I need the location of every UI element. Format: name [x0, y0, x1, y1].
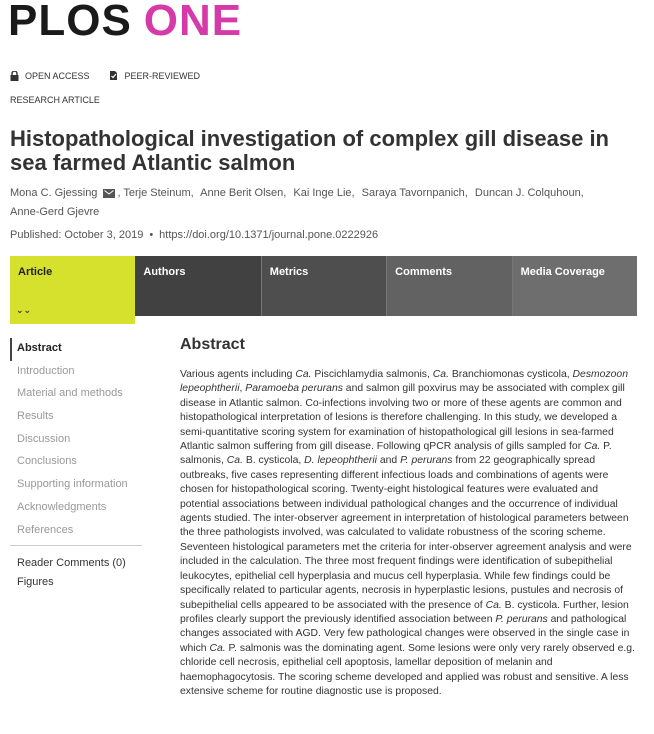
peer-reviewed-badge[interactable]	[108, 70, 201, 81]
tab-metrics[interactable]	[261, 256, 386, 316]
abstract-text-run: B. cysticola. Further, lesion profiles clearly support the previously identified association between	[180, 599, 629, 625]
separator-dot: •	[149, 229, 154, 241]
abstract-text-run: Branchiomonas cysticola,	[448, 369, 573, 380]
abstract-text-run: Various agents including	[180, 369, 296, 380]
tab-authors-label: Authors	[143, 266, 186, 278]
author-link[interactable]: Kai Inge Lie,	[293, 187, 355, 199]
author-link[interactable]: Anne-Gerd Gjevre	[10, 206, 100, 218]
peer-reviewed-label: PEER-REVIEWED	[124, 70, 201, 81]
logo-plos: PLOS	[8, 0, 132, 45]
abstract-italic-term: Ca.	[226, 455, 243, 467]
reader-comments-link[interactable]: Reader Comments (0)	[17, 557, 126, 570]
abstract-text-run: and salmon gill poxvirus may be associated with complex gill disease in Atlantic salmon. Co-infections involving two or more of these agents are common and histopathological interpretation of lesions is therefore challenging. In this study, we developed a semi-quantitative scoring system for examination of histopathological gill lesions in sea-farmed Atlantic salmon suffering from gill disease. Following qPCR analysis of gills sampled for	[180, 383, 625, 453]
sidebar-item-discussion[interactable]: Discussion	[17, 432, 71, 445]
abstract-italic-term: Ca.	[432, 369, 449, 380]
abstract-text-run: and pathological changes associated with AGD. Very few pathological changes were observed in the single case in which	[180, 613, 630, 654]
abstract-text-run: and	[376, 455, 401, 467]
plos-one-logo[interactable]	[8, 0, 242, 46]
tab-authors[interactable]	[135, 256, 260, 316]
logo-one: ONE	[143, 0, 243, 45]
author-link[interactable]: Mona C. Gjessing	[10, 187, 98, 199]
tab-comments[interactable]	[386, 256, 511, 316]
chevron-down-icon: ⌄⌄	[16, 305, 32, 315]
access-badges	[10, 70, 218, 81]
author-list: Mona C. Gjessing , Terje Steinum, Anne Berit Olsen, Kai Inge Lie, Saraya Tavornpanich, Duncan J. Colquhoun, Anne-Gerd Gjevre	[10, 187, 584, 218]
abstract-italic-term: Ca.	[584, 441, 601, 453]
abstract-text-run: Piscichlamydia salmonis,	[311, 369, 433, 380]
article-title: Histopathological investigation of complex gill disease in sea farmed Atlantic salmon	[10, 126, 609, 175]
open-access-label: OPEN ACCESS	[25, 70, 90, 81]
author-link[interactable]: Saraya Tavornpanich,	[361, 187, 468, 199]
published-date: Published: October 3, 2019	[10, 229, 144, 241]
abstract-italic-term: Ca.	[209, 642, 226, 654]
sidebar-item-references[interactable]: References	[17, 523, 74, 536]
peer-reviewed-icon	[108, 70, 119, 81]
article-type: RESEARCH ARTICLE	[10, 95, 100, 105]
sidebar-item-acknowledgments[interactable]: Acknowledgments	[17, 500, 107, 513]
doi-link[interactable]: https://doi.org/10.1371/journal.pone.0222926	[159, 229, 379, 241]
abstract-text-run: B. cysticola,	[242, 455, 305, 467]
lock-icon	[10, 71, 19, 81]
tab-metrics-label: Metrics	[269, 266, 309, 278]
tab-article[interactable]	[10, 256, 135, 324]
sidebar-item-introduction[interactable]: Introduction	[17, 364, 75, 377]
abstract-text-run: from 22 geographically spread outbreaks, five cases representing different infectious loads and combinations of agents were chosen for histopathological scoring. Twenty-eight histological features were evaluated and potential associations between individual pathological changes and the occurrence of individual agents studied. The inter-observer agreement in interpretation of histological parameters between the three pathologists involved, was calculated to validate robustness of the scoring scheme. Seventeen histological parameters met the criteria for inter-observer agreement analysis and were included in the calculation. The three most frequent findings were identification of subepithelial leukocytes, epithelial cell hyperplasia and mucus cell hyperplasia. While few findings could be specifically related to particular agents, necrosis in hyperplastic lesions, pustules and necrosis of subepithelial cells appeared to be associated with the presence of	[180, 455, 632, 611]
abstract-italic-term: P. perurans	[495, 613, 548, 625]
publication-info	[10, 229, 378, 241]
abstract-heading: Abstract	[180, 336, 245, 353]
sidebar-item-supporting[interactable]: Supporting information	[17, 478, 128, 491]
sidebar-item-conclusions[interactable]: Conclusions	[17, 455, 77, 468]
abstract-italic-term: Ca.	[295, 369, 312, 380]
tab-media-label: Media Coverage	[520, 266, 605, 278]
abstract-italic-term: Desmozoon lepeophtherii	[180, 369, 628, 395]
sidebar-item-abstract[interactable]: Abstract	[10, 338, 142, 361]
abstract-text-run: P. salmonis was the dominating agent. Some lesions were only very rarely observed e.g. chloride cell necrosis, epithelial cell apoptosis, lamellar deposition of melanin and haemophagocytosis. The scoring scheme developed and applied was robust and sensitive. A less extensive scheme for routine diagnostic use is proposed.	[180, 642, 635, 697]
author-link[interactable]: Terje Steinum,	[123, 187, 194, 199]
author-link[interactable]: Duncan J. Colquhoun,	[474, 187, 584, 199]
tab-article-label: Article	[18, 266, 53, 278]
sidebar-item-results[interactable]: Results	[17, 410, 54, 423]
abstract-italic-term: D. lepeophtherii	[304, 455, 377, 467]
abstract-text	[180, 368, 640, 699]
article-tabs	[10, 256, 637, 324]
abstract-italic-term: Paramoeba perurans	[245, 383, 343, 395]
abstract-italic-term: Ca.	[485, 599, 502, 611]
tab-media-coverage[interactable]	[512, 256, 637, 316]
tab-comments-label: Comments	[395, 266, 453, 278]
mail-icon[interactable]	[103, 189, 115, 198]
abstract-text-run: ,	[239, 383, 246, 395]
figures-link[interactable]: Figures	[17, 576, 54, 589]
abstract-italic-term: P. perurans	[400, 455, 453, 467]
open-access-badge[interactable]	[10, 71, 90, 81]
article-sidebar	[10, 338, 142, 592]
sidebar-item-methods[interactable]: Material and methods	[17, 387, 123, 400]
abstract-text-run: P. salmonis,	[180, 441, 612, 467]
author-link[interactable]: Anne Berit Olsen,	[200, 187, 287, 199]
sidebar-divider	[10, 545, 142, 546]
